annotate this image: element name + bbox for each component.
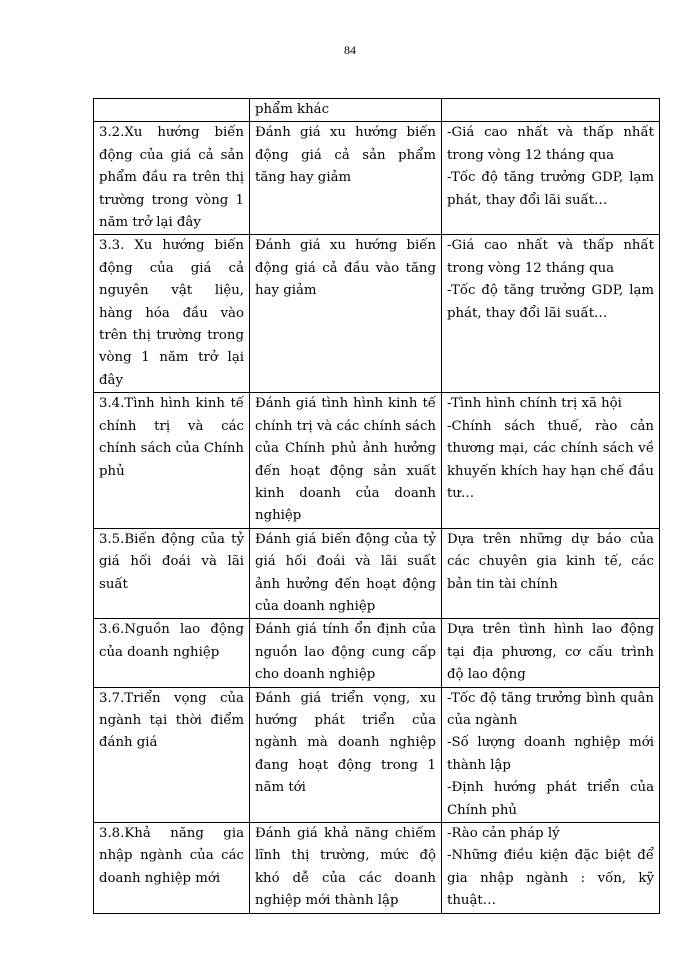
assessment-cell: Đánh giá khả năng chiếm lĩnh thị trường, mức độ khó dễ của các doanh nghiệp mới thành lập — [250, 823, 442, 914]
basis-line: -Rào cản pháp lý — [447, 826, 560, 841]
assessment-cell: Đánh giá xu hướng biến động giá cả đầu vào tăng hay giảm — [250, 235, 442, 393]
basis-cell — [442, 619, 660, 687]
basis-cell — [442, 99, 660, 122]
assessment-cell: Đánh giá triển vọng, xu hướng phát triển của ngành mà doanh nghiệp đang hoạt động trong 1 năm tới — [250, 687, 442, 822]
page-number: 84 — [344, 43, 356, 57]
table-row — [94, 823, 660, 914]
criterion-cell: 3.2.Xu hướng biến động của giá cả sản phẩm đầu ra trên thị trường trong vòng 1 năm trở lại đây — [94, 122, 250, 235]
criterion-cell: 3.8.Khả năng gia nhập ngành của các doanh nghiệp mới — [94, 823, 250, 914]
criterion-cell: 3.7.Triển vọng của ngành tại thời điểm đánh giá — [94, 687, 250, 822]
criteria-table — [93, 98, 660, 914]
basis-line: Dựa trên những dự báo của các chuyên gia kinh tế, các bản tin tài chính — [447, 531, 654, 592]
criterion-cell: 3.4.Tình hình kinh tế chính trị và các chính sách của Chính phủ — [94, 393, 250, 528]
criterion-cell — [94, 99, 250, 122]
basis-cell — [442, 122, 660, 235]
basis-cell — [442, 823, 660, 914]
criterion-cell: 3.3. Xu hướng biến động của giá cả nguyên vật liệu, hàng hóa đầu vào trên thị trường trong vòng 1 năm trở lại đây — [94, 235, 250, 393]
basis-cell — [442, 528, 660, 619]
basis-line: -Tình hình chính trị xã hội — [447, 396, 622, 412]
table-row — [94, 528, 660, 619]
basis-line: -Tốc độ tăng trưởng GDP, lạm phát, thay đổi lãi suất… — [447, 170, 654, 208]
assessment-cell: Đánh giá tình hình kinh tế chính trị và các chính sách của Chính phủ ảnh hưởng đến hoạt động sản xuất kinh doanh của doanh nghiệp — [250, 393, 442, 528]
criterion-cell: 3.6.Nguồn lao động của doanh nghiệp — [94, 619, 250, 687]
table-row — [94, 619, 660, 687]
assessment-cell: Đánh giá biến động của tỷ giá hối đoái và lãi suất ảnh hưởng đến hoạt động của doanh nghiệp — [250, 528, 442, 619]
basis-line: -Tốc độ tăng trưởng bình quân của ngành — [447, 690, 654, 728]
basis-line: -Số lượng doanh nghiệp mới thành lập — [447, 735, 654, 773]
criterion-cell: 3.5.Biến động của tỷ giá hối đoái và lãi suất — [94, 528, 250, 619]
basis-line: -Định hướng phát triển của Chính phủ — [447, 780, 654, 818]
basis-line: Dựa trên tình hình lao động tại địa phương, cơ cấu trình độ lao động — [447, 622, 654, 683]
basis-line: -Giá cao nhất và thấp nhất trong vòng 12 tháng qua — [447, 238, 654, 276]
basis-cell — [442, 393, 660, 528]
table-row — [94, 122, 660, 235]
basis-line: -Chính sách thuế, rào cản thương mại, các chính sách về khuyến khích hay hạn chế đầu tư… — [447, 418, 654, 501]
table-row — [94, 393, 660, 528]
table-row — [94, 687, 660, 822]
assessment-cell: phẩm khác — [250, 99, 442, 122]
assessment-cell: Đánh giá xu hướng biến động giá cả sản phẩm tăng hay giảm — [250, 122, 442, 235]
assessment-cell: Đánh giá tính ổn định của nguồn lao động cung cấp cho doanh nghiệp — [250, 619, 442, 687]
basis-cell — [442, 235, 660, 393]
basis-line: -Giá cao nhất và thấp nhất trong vòng 12 tháng qua — [447, 125, 654, 163]
basis-line: -Tốc độ tăng trưởng GDP, lạm phát, thay đổi lãi suất… — [447, 283, 654, 321]
table-row — [94, 235, 660, 393]
basis-line: -Những điều kiện đặc biệt để gia nhập ngành : vốn, kỹ thuật… — [447, 848, 654, 909]
table-row — [94, 99, 660, 122]
basis-cell — [442, 687, 660, 822]
